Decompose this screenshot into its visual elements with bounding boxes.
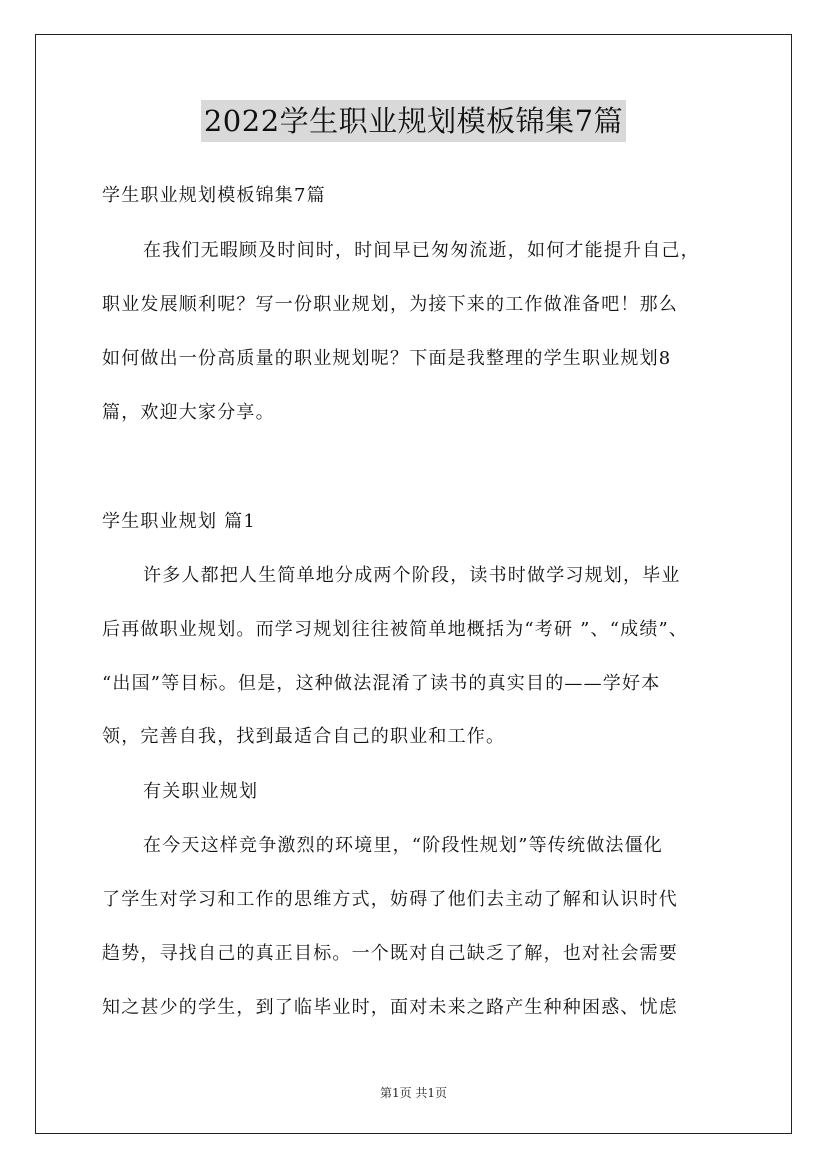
page-footer: 第1页 共1页 <box>379 1086 448 1100</box>
paragraph-line: 后再做职业规划。而学习规划往往被简单地概括为“考研 ”、“成绩”、 <box>102 619 689 640</box>
intro-line: 篇，欢迎大家分享。 <box>102 402 275 423</box>
paragraph-line: 趋势，寻找自己的真正目标。一个既对自己缺乏了解，也对社会需要 <box>102 943 678 964</box>
intro-line: 职业发展顺利呢？写一份职业规划，为接下来的工作做准备吧！那么 <box>102 294 678 315</box>
subheading: 有关职业规划 <box>143 781 259 802</box>
intro-line: 在我们无暇顾及时间时，时间早已匆匆流逝，如何才能提升自己， <box>143 240 700 261</box>
paragraph-line: 在今天这样竞争激烈的环境里，“阶段性规划”等传统做法僵化 <box>143 835 664 856</box>
paragraph-line: 领，完善自我，找到最适合自己的职业和工作。 <box>102 726 506 747</box>
paragraph-line: 许多人都把人生简单地分成两个阶段，读书时做学习规划，毕业 <box>143 565 681 586</box>
paragraph-line: “出国”等目标。但是，这种做法混淆了读书的真实目的——学好本 <box>102 673 661 694</box>
intro-line: 如何做出一份高质量的职业规划呢？下面是我整理的学生职业规划8 <box>102 348 672 369</box>
document-subtitle: 学生职业规划模板锦集7篇 <box>102 185 326 206</box>
paragraph-line: 知之甚少的学生，到了临毕业时，面对未来之路产生种种困惑、忧虑 <box>102 997 678 1018</box>
paragraph-line: 了学生对学习和工作的思维方式，妨碍了他们去主动了解和认识时代 <box>102 889 678 910</box>
title-block <box>0 100 827 142</box>
section-heading: 学生职业规划 篇1 <box>102 511 256 532</box>
document-title: 2022学生职业规划模板锦集7篇 <box>201 100 626 142</box>
